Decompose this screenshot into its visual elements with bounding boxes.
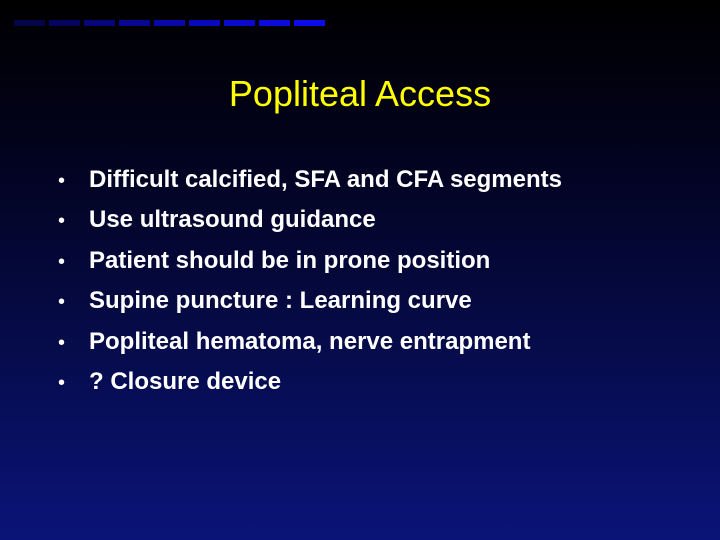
- top-bar-segment: [119, 20, 150, 26]
- bullet-text: Supine puncture : Learning curve: [89, 287, 472, 315]
- bullet-icon: •: [58, 210, 66, 233]
- bullet-text: Patient should be in prone position: [89, 246, 491, 274]
- bullet-icon: •: [58, 291, 66, 314]
- bullet-item: [58, 200, 562, 240]
- bullet-item: [58, 160, 562, 200]
- top-bar-segment: [294, 20, 325, 26]
- bullet-icon: •: [58, 250, 66, 273]
- top-bar-segment: [49, 20, 80, 26]
- top-bar-segment: [189, 20, 220, 26]
- decorative-top-bar: [14, 20, 325, 26]
- bullet-text: Use ultrasound guidance: [89, 206, 376, 234]
- bullet-text: ? Closure device: [89, 367, 282, 395]
- bullet-text: Popliteal hematoma, nerve entrapment: [89, 327, 531, 355]
- top-bar-segment: [224, 20, 255, 26]
- bullet-item: [58, 322, 562, 362]
- bullet-text: Difficult calcified, SFA and CFA segments: [89, 166, 562, 193]
- bullet-item: [58, 362, 562, 402]
- top-bar-segment: [14, 20, 45, 26]
- top-bar-segment: [154, 20, 185, 26]
- bullet-item: [58, 281, 562, 321]
- bullet-icon: •: [58, 170, 66, 192]
- top-bar-segment: [259, 20, 290, 26]
- bullet-icon: •: [58, 331, 66, 354]
- bullet-item: [58, 241, 562, 281]
- bullet-list: [58, 160, 562, 402]
- bullet-icon: •: [58, 371, 66, 394]
- slide-title: Popliteal Access: [228, 73, 492, 114]
- top-bar-segment: [84, 20, 115, 26]
